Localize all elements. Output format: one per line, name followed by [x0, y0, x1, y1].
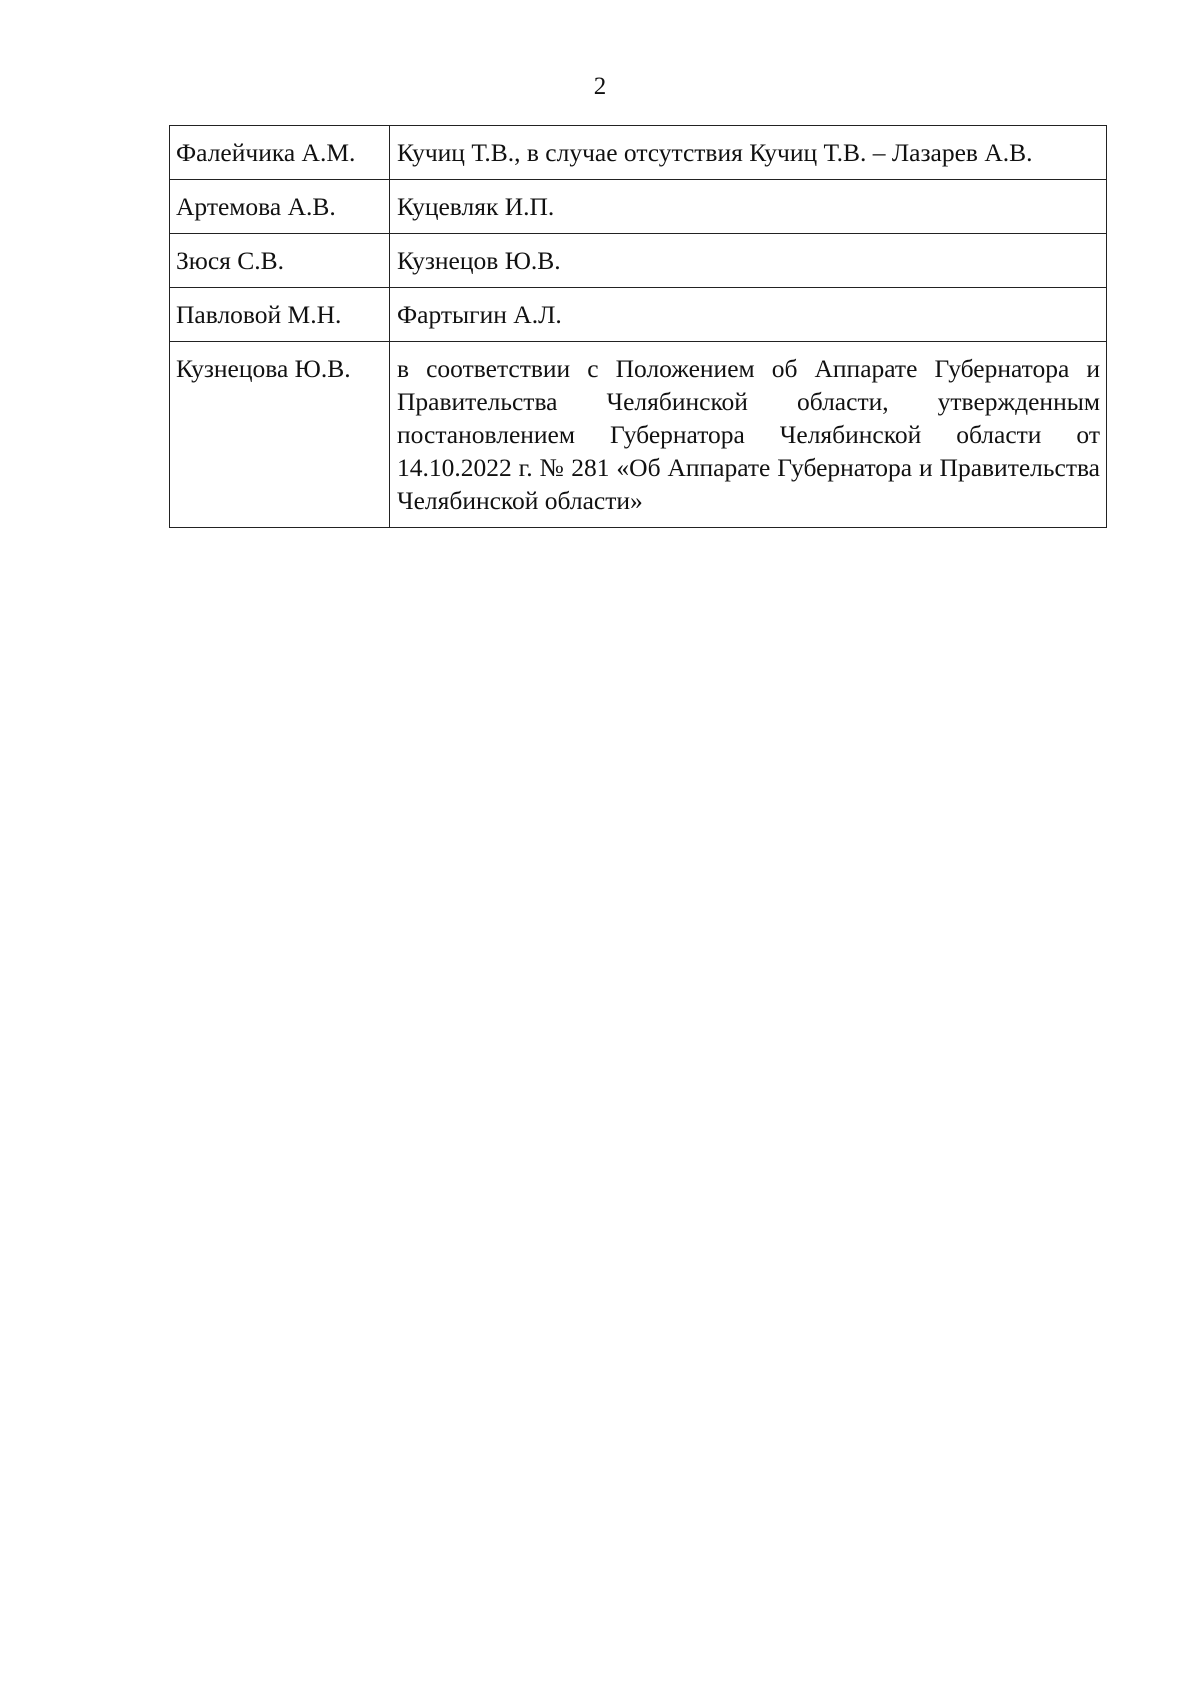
table-cell-substitute: Кучиц Т.В., в случае отсутствия Кучиц Т.В. – Лазарев А.В. — [390, 126, 1107, 180]
table-row — [170, 180, 1107, 234]
substitution-table — [169, 125, 1107, 528]
table-cell-substitute: Куцевляк И.П. — [390, 180, 1107, 234]
table-cell-person: Артемова А.В. — [170, 180, 390, 234]
table-cell-person: Кузнецова Ю.В. — [170, 342, 390, 528]
table-cell-person: Павловой М.Н. — [170, 288, 390, 342]
table-cell-substitute: Кузнецов Ю.В. — [390, 234, 1107, 288]
table-row — [170, 234, 1107, 288]
table-cell-person: Зюся С.В. — [170, 234, 390, 288]
table-cell-person: Фалейчика А.М. — [170, 126, 390, 180]
page-number: 2 — [593, 73, 607, 100]
table-row — [170, 342, 1107, 528]
table-row — [170, 126, 1107, 180]
table-row — [170, 288, 1107, 342]
table-cell-substitute: в соответствии с Положением об Аппарате Губернатора и Правительства Челябинской области, утвержденным постановлением Губернатора Челябинской области от 14.10.2022 г. № 281 «Об Аппарате Губернатора и Правительства Челябинской области» — [390, 342, 1107, 528]
table-cell-substitute: Фартыгин А.Л. — [390, 288, 1107, 342]
